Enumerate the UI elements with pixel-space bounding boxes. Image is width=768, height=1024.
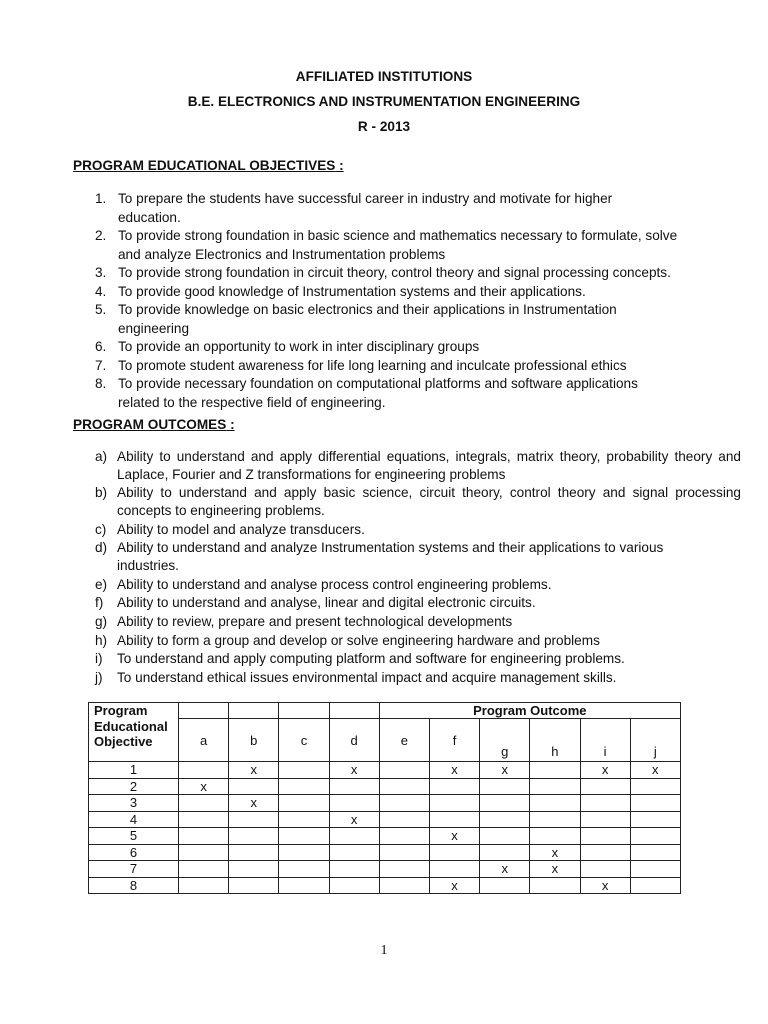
po-item-letter: f): [95, 595, 104, 611]
po-item-letter: i): [95, 651, 103, 667]
matrix-cell: [379, 778, 429, 795]
po-item-letter: g): [95, 614, 108, 629]
po-item: [95, 576, 741, 594]
po-item-letter: d): [95, 540, 108, 556]
matrix-cell: [630, 877, 680, 894]
peo-item-text: To provide an opportunity to work in inter disciplinary groups: [118, 339, 480, 354]
po-heading-colon: :: [226, 417, 235, 432]
matrix-column-letter: d: [329, 719, 379, 762]
matrix-header-blank-cell: [229, 703, 279, 719]
matrix-cell: x: [179, 778, 229, 795]
matrix-cell: x: [329, 762, 379, 779]
matrix-cell: [279, 795, 329, 812]
po-item-text: To understand ethical issues environmental impact and acquire management skills.: [117, 670, 617, 686]
peo-item-number: 3.: [95, 265, 107, 280]
matrix-cell: [379, 795, 429, 812]
po-item: [95, 669, 741, 687]
matrix-column-letter: h: [530, 719, 580, 762]
matrix-cell: [179, 795, 229, 812]
matrix-column-letter: i: [580, 719, 630, 762]
po-item-letter: b): [95, 485, 108, 501]
po-item-text: Ability to form a group and develop or solve engineering hardware and problems: [117, 632, 600, 648]
peo-item-text: To provide strong foundation in basic science and mathematics necessary to formulate, solve: [118, 228, 678, 243]
matrix-column-letter: e: [379, 719, 429, 762]
po-item-text: Ability to understand and analyse, linear and digital electronic circuits.: [117, 595, 536, 611]
matrix-cell: [580, 861, 630, 878]
matrix-cell: x: [480, 762, 530, 779]
peo-heading-colon: :: [335, 158, 344, 173]
matrix-objective-number: 1: [89, 762, 179, 779]
matrix-column-letter: f: [429, 719, 479, 762]
matrix-cell: [429, 861, 479, 878]
peo-item-number: 7.: [95, 357, 107, 373]
matrix-cell: [329, 861, 379, 878]
matrix-cell: [229, 811, 279, 828]
matrix-cell: x: [229, 762, 279, 779]
peo-item-number: 5.: [95, 302, 107, 317]
matrix-cell: x: [630, 762, 680, 779]
matrix-cell: [379, 828, 429, 845]
matrix-cell: [329, 778, 379, 795]
matrix-cell: x: [429, 828, 479, 845]
po-item: [95, 521, 741, 539]
matrix-column-letter: a: [179, 719, 229, 762]
matrix-row: [89, 828, 681, 845]
peo-item-text: To promote student awareness for life long learning and inculcate professional ethics: [118, 357, 627, 373]
po-heading: [73, 417, 235, 432]
matrix-objective-number: 6: [89, 844, 179, 861]
matrix-cell: [630, 811, 680, 828]
matrix-cell: [580, 778, 630, 795]
matrix-cell: [229, 778, 279, 795]
matrix-cell: [279, 811, 329, 828]
matrix-row-header-cell: [89, 703, 179, 762]
matrix-cell: x: [580, 762, 630, 779]
peo-item-number: 1.: [95, 191, 107, 206]
matrix-cell: x: [530, 861, 580, 878]
page-number: 1: [380, 943, 388, 958]
po-item-text: concepts to engineering problems.: [117, 502, 325, 518]
matrix-objective-number: 4: [89, 811, 179, 828]
matrix-cell: [379, 762, 429, 779]
po-item-letter: e): [95, 576, 108, 592]
matrix-cell: [179, 762, 229, 779]
matrix-row: [89, 811, 681, 828]
po-item-text: industries.: [117, 557, 179, 573]
matrix-column-letter: c: [279, 719, 329, 762]
matrix-row-header-line: Objective: [94, 734, 153, 749]
matrix-header-blank-cell: [329, 703, 379, 719]
matrix-cell: [530, 795, 580, 812]
matrix-cell: [379, 811, 429, 828]
po-item-text: Ability to understand and analyse process control engineering problems.: [117, 576, 552, 592]
po-item: [95, 594, 741, 612]
matrix-cell: [630, 795, 680, 812]
peo-item-text: To provide good knowledge of Instrumentation systems and their applications.: [118, 283, 586, 299]
matrix-cell: [429, 811, 479, 828]
matrix-cell: [379, 844, 429, 861]
matrix-row: [89, 861, 681, 878]
po-item-text: Ability to understand and analyze Instrumentation systems and their applications to various: [117, 540, 664, 556]
matrix-cell: x: [530, 844, 580, 861]
matrix-cell: x: [429, 877, 479, 894]
matrix-objective-number: 3: [89, 795, 179, 812]
matrix-cell: [179, 828, 229, 845]
matrix-cell: [530, 762, 580, 779]
matrix-cell: [379, 861, 429, 878]
matrix-cell: [530, 877, 580, 894]
matrix-row: [89, 778, 681, 795]
matrix-cell: x: [229, 795, 279, 812]
matrix-cell: [279, 762, 329, 779]
matrix-cell: [429, 778, 479, 795]
matrix-row-header-line: Program: [94, 703, 148, 718]
po-item-letter: h): [95, 632, 108, 648]
matrix-header-blank-cell: [279, 703, 329, 719]
matrix-objective-number: 5: [89, 828, 179, 845]
matrix-header-row: [89, 703, 681, 719]
po-item-text: Ability to review, prepare and present technological developments: [117, 614, 513, 629]
matrix-row: [89, 844, 681, 861]
matrix-cell: [580, 828, 630, 845]
matrix-cell: [530, 828, 580, 845]
matrix-cell: [480, 795, 530, 812]
matrix-objective-number: 8: [89, 877, 179, 894]
matrix-cell: [480, 811, 530, 828]
matrix-row: [89, 877, 681, 894]
matrix-cell: [279, 844, 329, 861]
matrix-cell: [630, 861, 680, 878]
matrix-cell: [480, 877, 530, 894]
matrix-cell: [480, 778, 530, 795]
po-item: [95, 539, 741, 574]
peo-item-number: 4.: [95, 283, 107, 299]
matrix-cell: x: [429, 762, 479, 779]
po-item: [95, 632, 741, 650]
matrix-cell: [480, 844, 530, 861]
matrix-cell: [279, 861, 329, 878]
matrix-cell: [630, 778, 680, 795]
po-item-letter: j): [95, 670, 103, 686]
po-item-text: Ability to understand and apply differential equations, integrals, matrix theory, probability theory and: [117, 449, 741, 464]
matrix-cell: [179, 877, 229, 894]
matrix-objective-number: 7: [89, 861, 179, 878]
peo-heading: [73, 158, 344, 173]
peo-item-text: To prepare the students have successful career in industry and motivate for higher: [118, 191, 613, 206]
matrix-cell: [379, 877, 429, 894]
matrix-cell: [229, 828, 279, 845]
matrix-cell: [580, 795, 630, 812]
matrix-cell: [630, 828, 680, 845]
peo-item-text: To provide strong foundation in circuit theory, control theory and signal processing concepts.: [118, 265, 671, 280]
po-item-letter: a): [95, 449, 108, 464]
matrix-cell: [329, 828, 379, 845]
po-item-text: To understand and apply computing platform and software for engineering problems.: [117, 651, 625, 667]
matrix-cell: [580, 844, 630, 861]
matrix-cell: [229, 844, 279, 861]
po-item-text: Laplace, Fourier and Z transformations for engineering problems: [117, 466, 506, 482]
peo-item-text: engineering: [118, 320, 190, 336]
matrix-cell: [229, 861, 279, 878]
po-item: [95, 448, 741, 483]
peo-item-number: 2.: [95, 228, 107, 243]
matrix-column-letter: j: [630, 719, 680, 762]
peo-heading-text: PROGRAM EDUCATIONAL OBJECTIVES: [73, 158, 336, 173]
matrix-cell: [329, 844, 379, 861]
peo-item-text: To provide knowledge on basic electronics and their applications in Instrumentation: [118, 302, 617, 317]
matrix-row: [89, 795, 681, 812]
peo-item-text: education.: [118, 209, 181, 225]
matrix-cell: [279, 778, 329, 795]
matrix-cell: x: [329, 811, 379, 828]
doc-title-institutions: AFFILIATED INSTITUTIONS: [295, 69, 473, 84]
matrix-cell: [630, 844, 680, 861]
peo-item-number: 8.: [95, 376, 107, 391]
po-item: [95, 650, 741, 668]
matrix-column-letter: b: [229, 719, 279, 762]
po-item-letter: c): [95, 521, 107, 537]
matrix-cell: [429, 844, 479, 861]
matrix-row: [89, 762, 681, 779]
matrix-outcome-header: Program Outcome: [379, 703, 680, 719]
matrix-cell: [480, 828, 530, 845]
matrix-cell: [329, 795, 379, 812]
doc-title-regulation: R - 2013: [357, 119, 411, 134]
matrix-cell: [279, 877, 329, 894]
po-item: [95, 484, 741, 519]
matrix-header-blank-cell: [179, 703, 229, 719]
matrix-cell: [530, 811, 580, 828]
doc-title-program: B.E. ELECTRONICS AND INSTRUMENTATION ENGINEERING: [187, 94, 581, 109]
matrix-cell: [179, 811, 229, 828]
po-heading-text: PROGRAM OUTCOMES: [73, 417, 227, 432]
peo-item-text: and analyze Electronics and Instrumentation problems: [118, 246, 446, 262]
po-item-text: Ability to model and analyze transducers.: [117, 521, 365, 537]
matrix-cell: [530, 778, 580, 795]
peo-item-text: To provide necessary foundation on computational platforms and software applications: [118, 376, 638, 391]
matrix-cell: [279, 828, 329, 845]
matrix-cell: x: [580, 877, 630, 894]
peo-item-text: related to the respective field of engineering.: [118, 394, 386, 410]
matrix-cell: [429, 795, 479, 812]
matrix-cell: [179, 861, 229, 878]
matrix-column-letter: g: [480, 719, 530, 762]
matrix-row-header-line: Educational: [94, 718, 168, 734]
po-item: [95, 613, 741, 631]
matrix-cell: x: [480, 861, 530, 878]
matrix-cell: [229, 877, 279, 894]
matrix-cell: [329, 877, 379, 894]
matrix-cell: [179, 844, 229, 861]
peo-po-matrix-table: [88, 702, 681, 894]
matrix-objective-number: 2: [89, 778, 179, 795]
po-item-text: Ability to understand and apply basic science, circuit theory, control theory and signal processing: [117, 485, 741, 501]
peo-item-number: 6.: [95, 339, 107, 354]
matrix-cell: [580, 811, 630, 828]
